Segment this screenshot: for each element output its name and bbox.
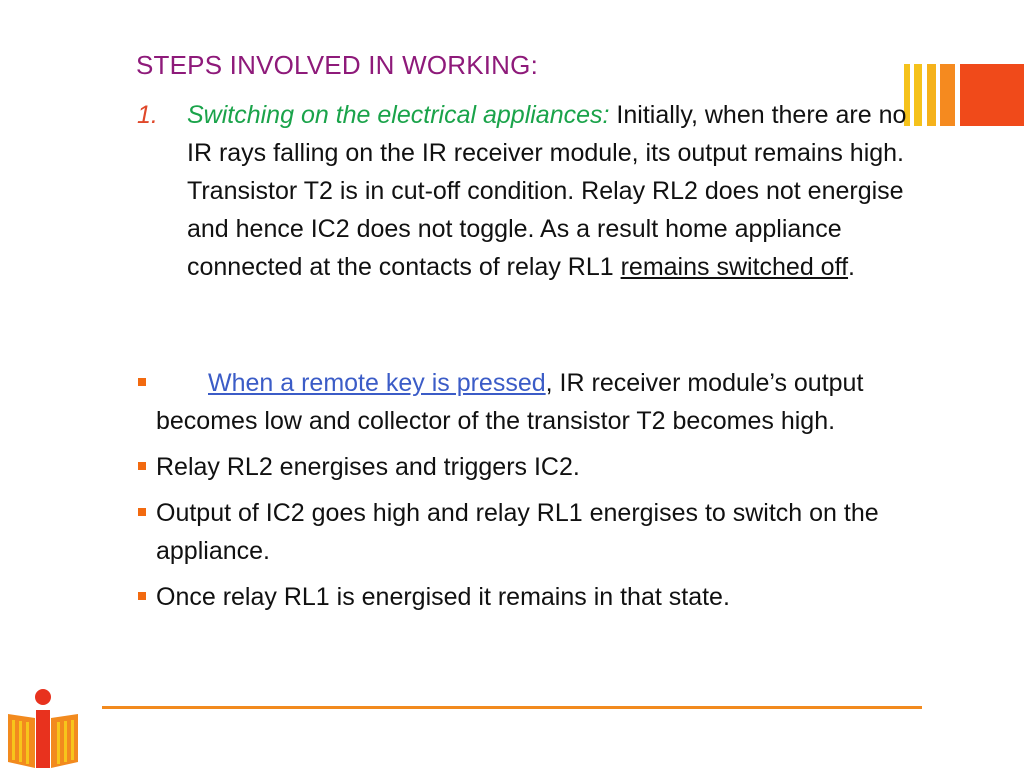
bullet-text: Relay RL2 energises and triggers IC2.	[156, 453, 580, 481]
deco-bar	[960, 64, 1024, 126]
book-logo-icon	[4, 688, 82, 768]
deco-bar	[927, 64, 936, 126]
slide-heading: STEPS INVOLVED IN WORKING:	[136, 50, 539, 80]
item-end: .	[848, 253, 855, 281]
item-underlined-text: remains switched off	[620, 253, 849, 281]
footer-divider	[102, 706, 922, 709]
bullet-square-icon	[138, 462, 146, 470]
bullet-square-icon	[138, 378, 146, 386]
item-number: 1.	[137, 101, 158, 129]
bullet-item	[134, 364, 894, 440]
bullet-list	[134, 364, 894, 624]
bullet-item	[134, 578, 894, 616]
remote-key-link[interactable]: When a remote key is pressed	[208, 369, 546, 397]
item-title: Switching on the electrical appliances:	[187, 101, 610, 129]
item-content	[137, 96, 917, 286]
bullet-text: , IR receiver module’s output becomes low and collector of the transistor T2 becomes high.	[156, 369, 864, 435]
deco-bar	[940, 64, 955, 126]
decorative-bars	[900, 64, 1024, 126]
bullet-text: Output of IC2 goes high and relay RL1 energises to switch on the appliance.	[156, 499, 879, 565]
bullet-text: Once relay RL1 is energised it remains in that state.	[156, 583, 730, 611]
bullet-item	[134, 448, 894, 486]
bullet-square-icon	[138, 508, 146, 516]
item-body: Initially, when there are no IR rays falling on the IR receiver module, its output remains high. Transistor T2 is in cut-off condition. Relay RL2 does not energise and hence IC2 does not toggle. As a result home appliance connected at the contacts of relay RL1	[187, 101, 907, 281]
bullet-square-icon	[138, 592, 146, 600]
bullet-item	[134, 494, 894, 570]
numbered-item	[137, 96, 917, 286]
